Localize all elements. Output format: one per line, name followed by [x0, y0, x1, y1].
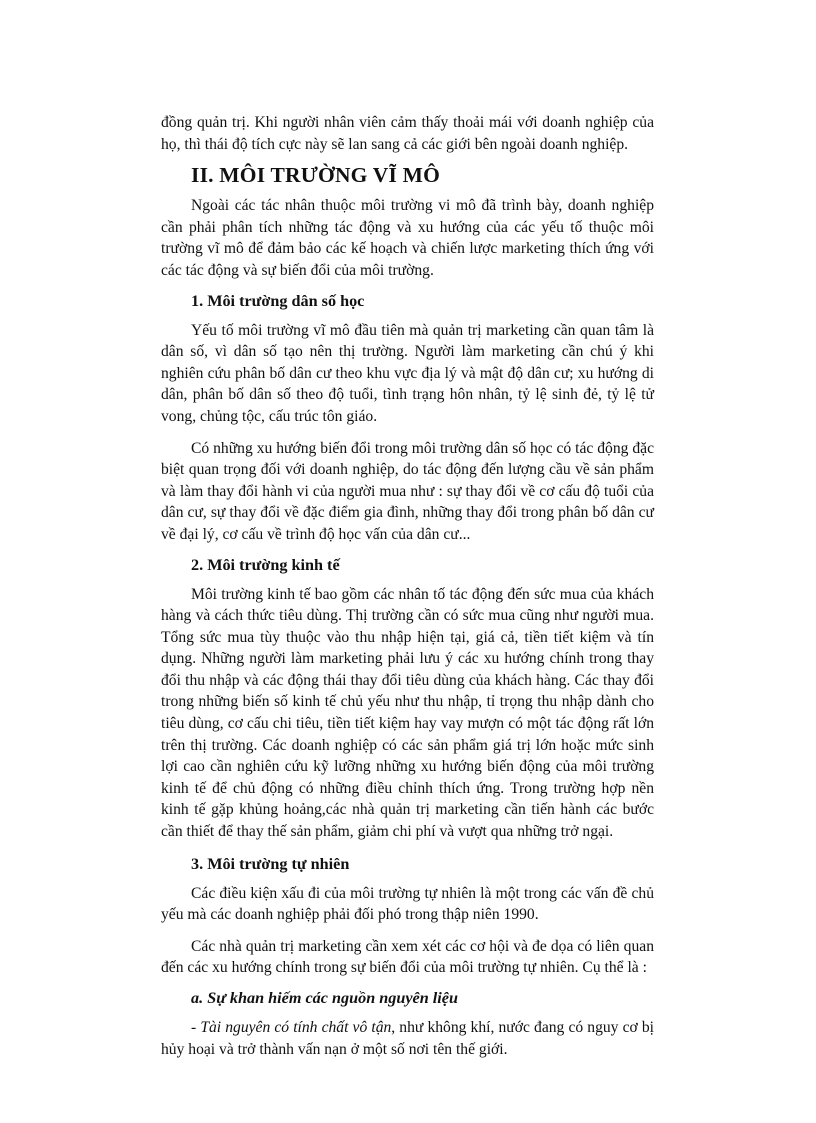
subsection-1-paragraph-1: Yếu tố môi trường vĩ mô đầu tiên mà quản trị marketing cần quan tâm là dân số, vì dân số tạo nên thị trường. Người làm marketing cần chú ý khi nghiên cứu phân bố dân cư theo khu vực địa lý và mật độ dân cư; xu hướng di dân, phân bố dân số theo độ tuổi, tình trạng hôn nhân, tỷ lệ sinh đẻ, tỷ lệ tử vong, chủng tộc, cấu trúc tôn giáo.	[161, 321, 654, 425]
subsection-a-item	[161, 1017, 654, 1060]
subsection-2-title: 2. Môi trường kinh tế	[191, 555, 340, 574]
subsection-1-title: 1. Môi trường dân số học	[191, 291, 365, 310]
document-page	[161, 112, 654, 1060]
subsection-3-paragraph-1: Các điều kiện xấu đi của môi trường tự nhiên là một trong các vấn đề chủ yếu mà các doanh nghiệp phải đối phó trong thập niên 1990.	[161, 884, 654, 924]
subsection-3-paragraph-2: Các nhà quản trị marketing cần xem xét các cơ hội và đe dọa có liên quan đến các xu hướng chính trong sự biến đổi của môi trường tự nhiên. Cụ thể là :	[161, 937, 654, 977]
subsection-3-title: 3. Môi trường tự nhiên	[191, 854, 350, 873]
subsection-2-paragraph-1: Môi trường kinh tế bao gồm các nhân tố tác động đến sức mua của khách hàng và cách thức tiêu dùng. Thị trường cần có sức mua cũng như người mua. Tổng sức mua tùy thuộc vào thu nhập hiện tại, giá cả, tiền tiết kiệm và tín dụng. Những người làm marketing phải lưu ý các xu hướng chính trong thay đổi thu nhập và các động thái thay đổi tiêu dùng của khách hàng. Các thay đổi trong những biến số kinh tế chủ yếu như thu nhập, tỉ trọng thu nhập dành cho tiêu dùng, cơ cấu chi tiêu, tiền tiết kiệm hay vay mượn có một tác động rất lớn trên thị trường. Các doanh nghiệp có các sản phẩm giá trị lớn hoặc mức sinh lợi cao cần nghiên cứu kỹ lưỡng những xu hướng biến động của môi trường kinh tế để chủ động có những điều chỉnh thích ứng. Trong trường hợp nền kinh tế gặp khủng hoảng,các nhà quản trị marketing cần tiến hành các bước cần thiết để thay thế sản phẩm, giảm chi phí và vượt qua những trở ngại.	[161, 585, 654, 841]
item-italic-term: Tài nguyên có tính chất vô tận	[200, 1019, 392, 1036]
section-title: II. MÔI TRƯỜNG VĨ MÔ	[191, 163, 441, 188]
item-prefix: -	[191, 1019, 201, 1036]
section-intro-paragraph: Ngoài các tác nhân thuộc môi trường vi mô đã trình bày, doanh nghiệp cần phải phân tích những tác động và xu hướng của các yếu tố thuộc môi trường vĩ mô để đảm bảo các kế hoạch và chiến lược marketing thích ứng với các tác động và sự biến đổi của môi trường.	[161, 197, 654, 279]
subsection-a-title: a. Sự khan hiếm các nguồn nguyên liệu	[191, 989, 458, 1007]
subsection-1-paragraph-2: Có những xu hướng biến đổi trong môi trường dân số học có tác động đặc biệt quan trọng đối với doanh nghiệp, do tác động đến lượng cầu về sản phẩm và làm thay đổi hành vi của người mua như : sự thay đổi về cơ cấu độ tuổi của dân cư, sự thay đổi về đặc điểm gia đình, những thay đổi trong phân bố dân cư về đại lý, cơ cấu về trình độ học vấn của dân cư...	[161, 439, 654, 543]
item-rest: , như không khí, nước đang có nguy cơ bị hủy hoại và trở thành vấn nạn ở một số nơi tên thế giới.	[161, 1019, 654, 1058]
intro-paragraph: đồng quản trị. Khi người nhân viên cảm thấy thoải mái với doanh nghiệp của họ, thì thái độ tích cực này sẽ lan sang cả các giới bên ngoài doanh nghiệp.	[161, 114, 654, 153]
